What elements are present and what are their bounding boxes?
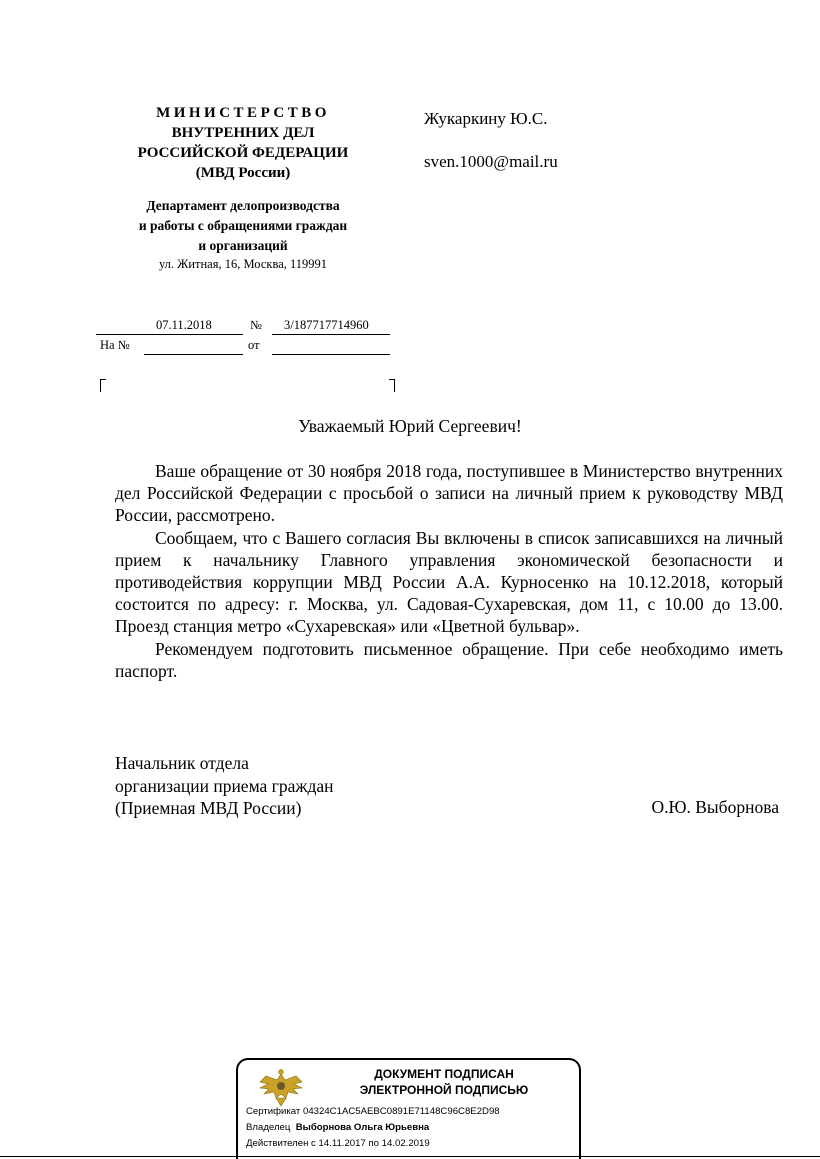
signatory-title [115,752,334,820]
owner-label: Владелец [246,1122,291,1133]
eagle-emblem-icon [256,1068,306,1108]
ministry-letterhead [90,103,396,183]
letter-body [115,460,783,682]
stamp-heading [324,1066,564,1098]
left-corner-mark [100,379,106,392]
certificate-label: Сертификат [246,1106,301,1117]
signatory-title-line-2: организации приема граждан [115,775,334,796]
department-line-2: и работы с обращениями граждан [138,218,348,233]
letterhead-line-2: ВНУТРЕННИХ ДЕЛ [171,125,315,141]
department-line-1: Департамент делопроизводства [146,198,340,213]
date-underline [96,334,243,335]
body-paragraph-3: Рекомендуем подготовить письменное обращение. При себе необходимо иметь паспорт. [115,638,783,681]
reply-to-label: На № [100,338,130,352]
right-corner-mark [389,379,395,392]
signatory-title-line-3: (Приемная МВД России) [115,798,302,818]
reply-date-label: от [248,338,260,352]
owner-value: Выборнова Ольга Юрьевна [295,1122,430,1133]
stamp-heading-line-2: ЭЛЕКТРОННОЙ ПОДПИСЬЮ [359,1083,529,1097]
reply-date-underline [272,354,390,355]
greeting: Уважаемый Юрий Сергеевич! [298,416,522,436]
electronic-signature-stamp [236,1058,581,1159]
stamp-heading-line-1: ДОКУМЕНТ ПОДПИСАН [374,1067,514,1081]
signatory-name: О.Ю. Выборнова [651,797,779,817]
letterhead-line-3: РОССИЙСКОЙ ФЕДЕРАЦИИ [137,145,349,161]
body-paragraph-1: Ваше обращение от 30 ноября 2018 года, поступившее в Министерство внутренних дел Российской Федерации с просьбой о записи на личный прием к руководству МВД России, рассмотрено. [115,461,783,526]
outgoing-date: 07.11.2018 [156,318,212,332]
reply-number-underline [144,354,243,355]
letterhead-line-4: (МВД России) [195,165,291,181]
signatory-title-line-1: Начальник отдела [115,753,249,773]
number-underline [272,334,390,335]
owner-row [246,1122,429,1133]
recipient-name: Жукаркину Ю.С. [424,109,548,128]
outgoing-number: 3/187717714960 [284,318,369,332]
recipient-email: sven.1000@mail.ru [424,152,558,171]
page-bottom-border [0,1156,820,1157]
letterhead-line-1: МИНИСТЕРСТВО [156,105,330,121]
number-sign: № [250,318,262,332]
certificate-value: 04324C1AC5AEBC0891E71148C96C8E2D98 [303,1106,500,1117]
ministry-address: ул. Житная, 16, Москва, 119991 [158,257,328,271]
body-paragraph-2: Сообщаем, что с Вашего согласия Вы включены в список записавшихся на личный прием к начальнику Главного управления экономической безопасности и противодействия коррупции МВД России А.А. Курносенко на 10.12.2018, который состоится по адресу: г. Москва, ул. Садовая-Сухаревская, дом 11, с 10.00 до 13.00. Проезд станция метро «Сухаревская» или «Цветной бульвар». [115,527,783,637]
validity-row: Действителен с 14.11.2017 по 14.02.2019 [246,1138,430,1149]
certificate-row [246,1106,500,1117]
department-line-3: и организаций [198,238,288,253]
department-name [90,196,396,256]
